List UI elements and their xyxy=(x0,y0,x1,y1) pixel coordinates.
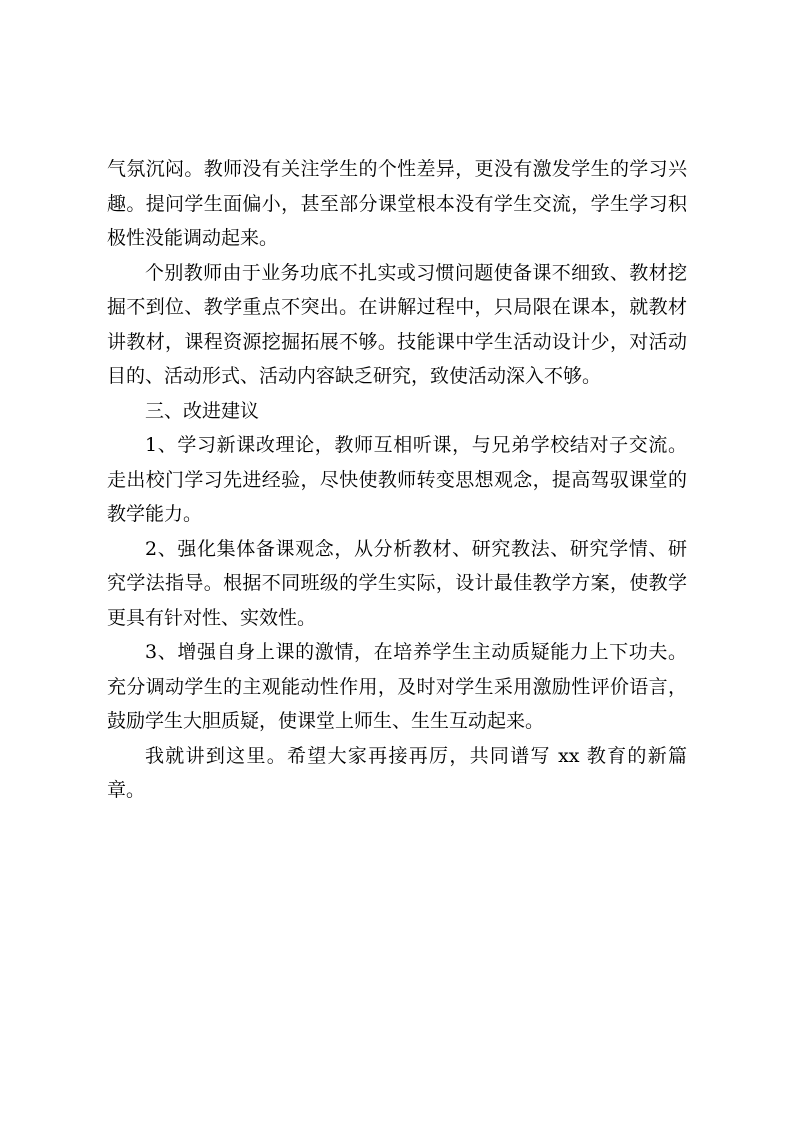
section-heading-improvement: 三、改进建议 xyxy=(145,399,260,422)
paragraph-teacher-issues: 个别教师由于业务功底不扎实或习惯问题使备课不细致、教材挖掘不到位、教学重点不突出。在讲解过程中，只局限在课本，就教材讲教材，课程资源挖掘拓展不够。技能课中学生活动设计少，对活动目的、活动形式、活动内容缺乏研究，致使活动深入不够。 xyxy=(107,261,687,387)
suggestion-item-1: 1、学习新课改理论，教师互相听课，与兄弟学校结对子交流。走出校门学习先进经验，尽快使教师转变思想观念，提高驾驭课堂的教学能力。 xyxy=(107,434,687,525)
document-page xyxy=(107,152,687,808)
paragraph-continuation: 气氛沉闷。教师没有关注学生的个性差异，更没有激发学生的学习兴趣。提问学生面偏小，甚至部分课堂根本没有学生交流，学生学习积极性没能调动起来。 xyxy=(107,158,687,249)
suggestion-item-3: 3、增强自身上课的激情，在培养学生主动质疑能力上下功夫。充分调动学生的主观能动性作用，及时对学生采用激励性评价语言，鼓励学生大胆质疑，使课堂上师生、生生互动起来。 xyxy=(107,641,687,732)
suggestion-item-2: 2、强化集体备课观念，从分析教材、研究教法、研究学情、研究学法指导。根据不同班级的学生实际，设计最佳教学方案，使教学更具有针对性、实效性。 xyxy=(107,537,687,629)
closing-paragraph: 我就讲到这里。希望大家再接再厉，共同谱写 xx 教育的新篇章。 xyxy=(107,744,687,801)
